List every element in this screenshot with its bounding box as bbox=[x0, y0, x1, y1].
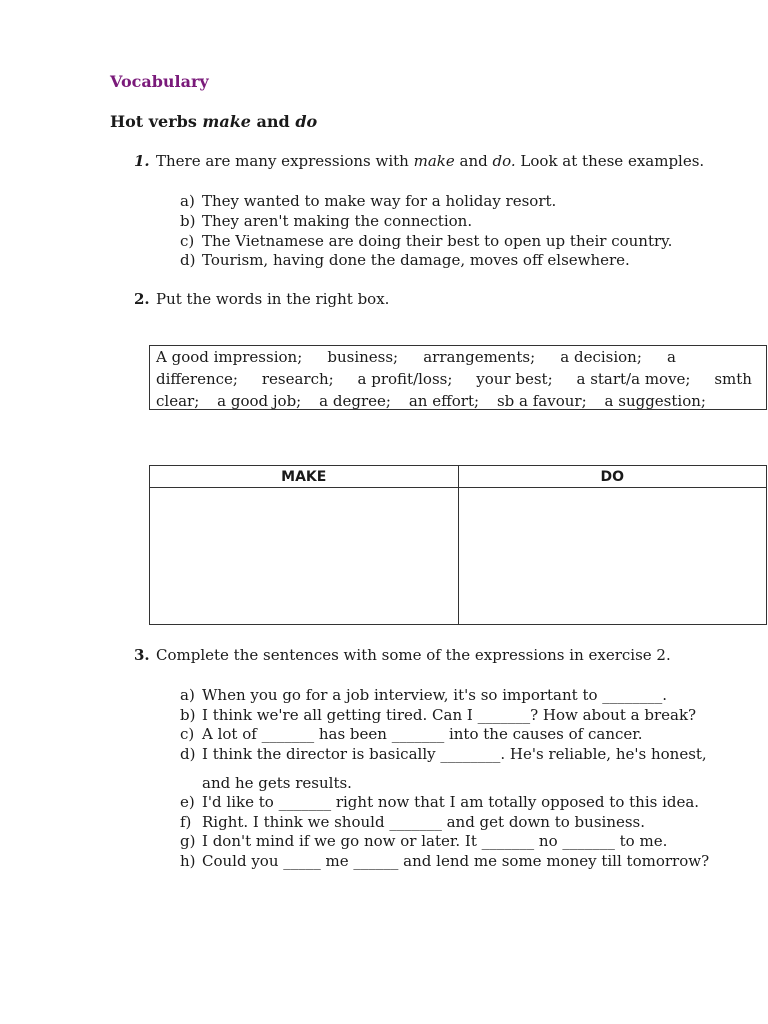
heading-prefix: Hot verbs bbox=[110, 112, 203, 131]
list-item bbox=[180, 251, 630, 270]
list-item-continuation bbox=[180, 774, 352, 793]
list-item bbox=[180, 232, 672, 251]
item-label: d) bbox=[180, 745, 196, 763]
exercise-1-number: 1. bbox=[134, 152, 150, 170]
ex1-text-b: and bbox=[454, 152, 493, 170]
item-text: The Vietnamese are doing their best to open up their country. bbox=[202, 232, 673, 250]
item-label: b) bbox=[180, 706, 196, 724]
list-item bbox=[180, 832, 667, 851]
word-item: sb a favour; bbox=[496, 392, 587, 410]
item-text: They aren't making the connection. bbox=[202, 212, 473, 230]
heading-word-do: do bbox=[295, 112, 318, 131]
exercise-2-text: Put the words in the right box. bbox=[156, 290, 390, 308]
item-text: They wanted to make way for a holiday resort. bbox=[202, 192, 557, 210]
word-item: a degree; bbox=[319, 392, 391, 410]
item-text: Tourism, having done the damage, moves off elsewhere. bbox=[202, 251, 630, 269]
column-header-make: MAKE bbox=[150, 466, 459, 488]
word-line bbox=[156, 370, 752, 388]
list-item bbox=[180, 706, 696, 725]
word-line bbox=[156, 392, 706, 410]
list-item bbox=[180, 793, 699, 812]
make-answer-cell[interactable] bbox=[150, 488, 459, 625]
item-text: Could you _____ me ______ and lend me some money till tomorrow? bbox=[202, 852, 710, 870]
item-text: I'd like to _______ right now that I am totally opposed to this idea. bbox=[202, 793, 700, 811]
exercise-3-number: 3. bbox=[134, 646, 150, 664]
word-item: a profit/loss; bbox=[357, 370, 453, 388]
word-item: your best; bbox=[476, 370, 553, 388]
word-item: business; bbox=[327, 348, 399, 366]
page-heading bbox=[110, 112, 317, 131]
list-item bbox=[180, 212, 472, 231]
ex1-word-do: do. bbox=[492, 152, 516, 170]
item-label: g) bbox=[180, 832, 196, 850]
list-item bbox=[180, 852, 709, 871]
item-label: c) bbox=[180, 725, 195, 743]
ex1-text-a: There are many expressions with bbox=[156, 152, 414, 170]
list-item bbox=[180, 813, 645, 832]
word-item: a start/a move; bbox=[576, 370, 691, 388]
item-text: I think the director is basically ________. He's reliable, he's honest, bbox=[202, 745, 707, 763]
exercise-1-text bbox=[156, 152, 704, 170]
exercise-2-instruction bbox=[0, 290, 768, 310]
item-text: I think we're all getting tired. Can I _______? How about a break? bbox=[202, 706, 697, 724]
word-item: smth bbox=[714, 370, 752, 388]
item-text: A lot of _______ has been _______ into the causes of cancer. bbox=[202, 725, 643, 743]
word-item: arrangements; bbox=[423, 348, 536, 366]
item-label: h) bbox=[180, 852, 196, 870]
item-label: d) bbox=[180, 251, 196, 269]
word-item: A good impression; bbox=[156, 348, 303, 366]
exercise-3-text: Complete the sentences with some of the expressions in exercise 2. bbox=[156, 646, 671, 664]
item-label: e) bbox=[180, 793, 195, 811]
ex1-word-make: make bbox=[413, 152, 455, 170]
make-do-table bbox=[149, 465, 767, 625]
column-header-do: DO bbox=[458, 466, 767, 488]
word-item: difference; bbox=[156, 370, 238, 388]
item-label: a) bbox=[180, 686, 195, 704]
list-item bbox=[180, 192, 556, 211]
word-item: research; bbox=[261, 370, 334, 388]
word-item: an effort; bbox=[408, 392, 480, 410]
item-label: f) bbox=[180, 813, 192, 831]
item-text: Right. I think we should _______ and get down to business. bbox=[202, 813, 646, 831]
word-item: a good job; bbox=[217, 392, 302, 410]
word-line bbox=[156, 348, 676, 366]
list-item bbox=[180, 725, 643, 744]
heading-middle: and bbox=[250, 112, 296, 131]
item-label: c) bbox=[180, 232, 195, 250]
item-label: b) bbox=[180, 212, 196, 230]
do-answer-cell[interactable] bbox=[458, 488, 767, 625]
word-item: a bbox=[667, 348, 676, 366]
section-title: Vocabulary bbox=[110, 72, 209, 91]
ex1-text-c: Look at these examples. bbox=[515, 152, 705, 170]
word-item: clear; bbox=[156, 392, 200, 410]
item-label: a) bbox=[180, 192, 195, 210]
list-item bbox=[180, 686, 667, 705]
exercise-3-instruction bbox=[0, 646, 768, 666]
item-text: When you go for a job interview, it's so important to ________. bbox=[202, 686, 668, 704]
heading-word-make: make bbox=[202, 112, 251, 131]
word-item: a decision; bbox=[560, 348, 642, 366]
word-box bbox=[149, 345, 767, 410]
exercise-1-instruction bbox=[0, 152, 768, 172]
exercise-2-number: 2. bbox=[134, 290, 150, 308]
list-item bbox=[180, 745, 707, 764]
item-text: and he gets results. bbox=[202, 774, 352, 792]
word-item: a suggestion; bbox=[604, 392, 706, 410]
item-text: I don't mind if we go now or later. It _______ no _______ to me. bbox=[202, 832, 668, 850]
